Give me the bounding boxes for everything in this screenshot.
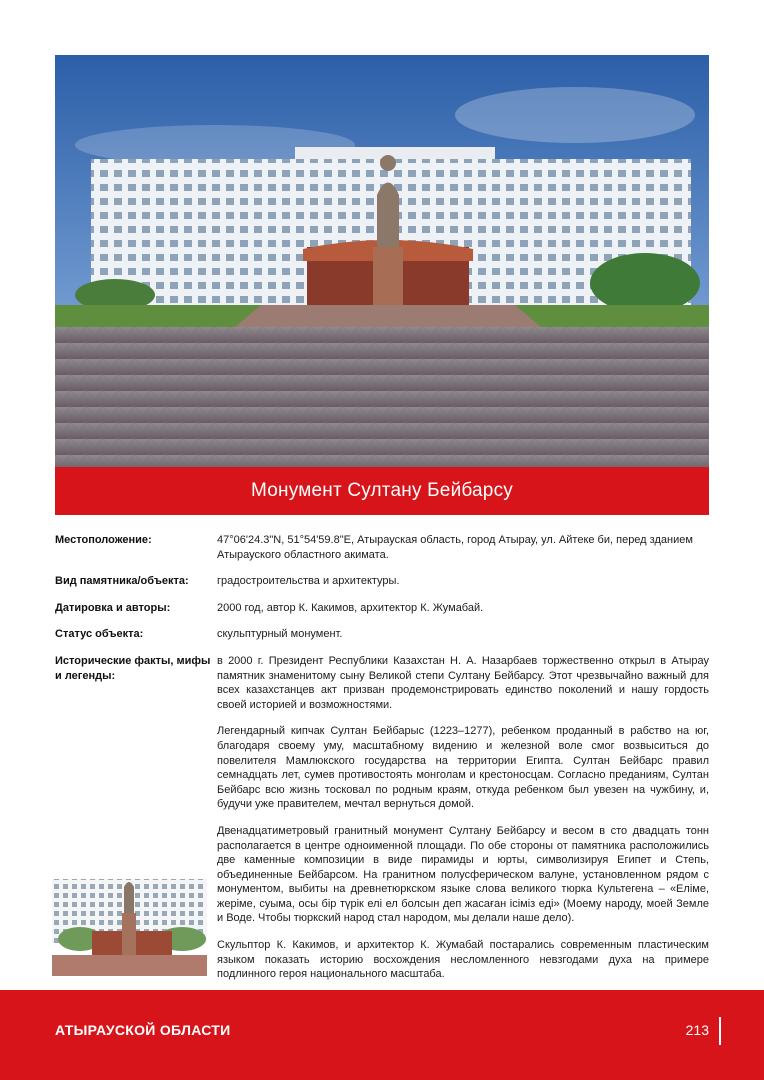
footer-divider <box>719 1017 721 1045</box>
field-value: 47°06'24.3"N, 51°54'59.8"E, Атырауская область, город Атырау, ул. Айтеке би, перед зданием Атырауского областного акимата. <box>217 534 693 561</box>
field-value: 2000 год, автор К. Какимов, архитектор К. Жумабай. <box>217 601 484 614</box>
field-location <box>55 533 709 562</box>
page-number: 213 <box>685 1022 709 1038</box>
monument-sketch-image <box>52 873 207 976</box>
field-dating <box>55 601 709 616</box>
title-bar <box>55 467 709 515</box>
field-value: градостроительства и архитектуры. <box>217 575 400 588</box>
history-paragraph: Скульптор К. Какимов, и архитектор К. Жумабай постарались современным пластическим языком показать историю восхождения несломленного невзгодами духа на примере подлинного героя национального масштаба. <box>217 939 709 981</box>
footer-region: АТЫРАУСКОЙ ОБЛАСТИ <box>55 1022 231 1038</box>
history-paragraph: Двенадцатиметровый гранитный монумент Султану Бейбарсу и весом в сто двадцать тонн располагается в центре одноименной площади. По обе стороны от памятника расположились две каменные композиции в виде пирамиды и юрты, символизируя Египет и Степь, объединенные Бейбарсом. На гранитном полусферическом валуне, установленном рядом с монументом, выбиты на древнетюркском языке слова великого тюрка Культегена – «Еліме, жеріме, суыма, осы бір түрік елі ел болсын деп жасаған ісіміз еді» (Моему народу, моей Земле и Воде. Чтобы тюркский народ стал народом, мы делали наше дело). <box>217 824 709 925</box>
field-type <box>55 574 709 589</box>
history-paragraph: в 2000 г. Президент Республики Казахстан Н. А. Назарбаев торжественно открыл в Атырау памятник знаменитому сыну Великой степи Султану Бейбарсу. Этот чрезвычайно важный для всех казахстанцев акт призван продемонстрировать единство поколений и нашу гордость своей историей и возможностями. <box>217 654 709 711</box>
field-label: Вид памятника/объекта: <box>55 575 189 588</box>
field-label: Датировка и авторы: <box>55 601 171 614</box>
monument-photo <box>55 55 709 467</box>
history-text <box>217 654 709 982</box>
field-label: Статус объекта: <box>55 628 144 641</box>
field-label: Местоположение: <box>55 534 152 546</box>
history-paragraph: Легендарный кипчак Султан Бейбарыс (1223–1277), ребенком проданный в рабство на юг, благодаря своему уму, масштабному видению и железной воле смог возвыситься до повелителя Мамлюкского государства на территории Египта. Султан Бейбарс правил семнадцать лет, сумев противостоять монголам и крестоносцам. Согласно преданиям, Султан Бейбарс всю жизнь тосковал по родным краям, откуда ребенком был увезен на чужбину, и, будучи уже правителем, мечтал вернуться домой. <box>217 725 709 811</box>
page-footer <box>0 990 764 1080</box>
field-status <box>55 627 709 642</box>
page-title: Монумент Султану Бейбарсу <box>251 480 513 501</box>
field-label: Исторические факты, мифы и легенды: <box>55 654 211 682</box>
field-value: скульптурный монумент. <box>217 628 343 641</box>
